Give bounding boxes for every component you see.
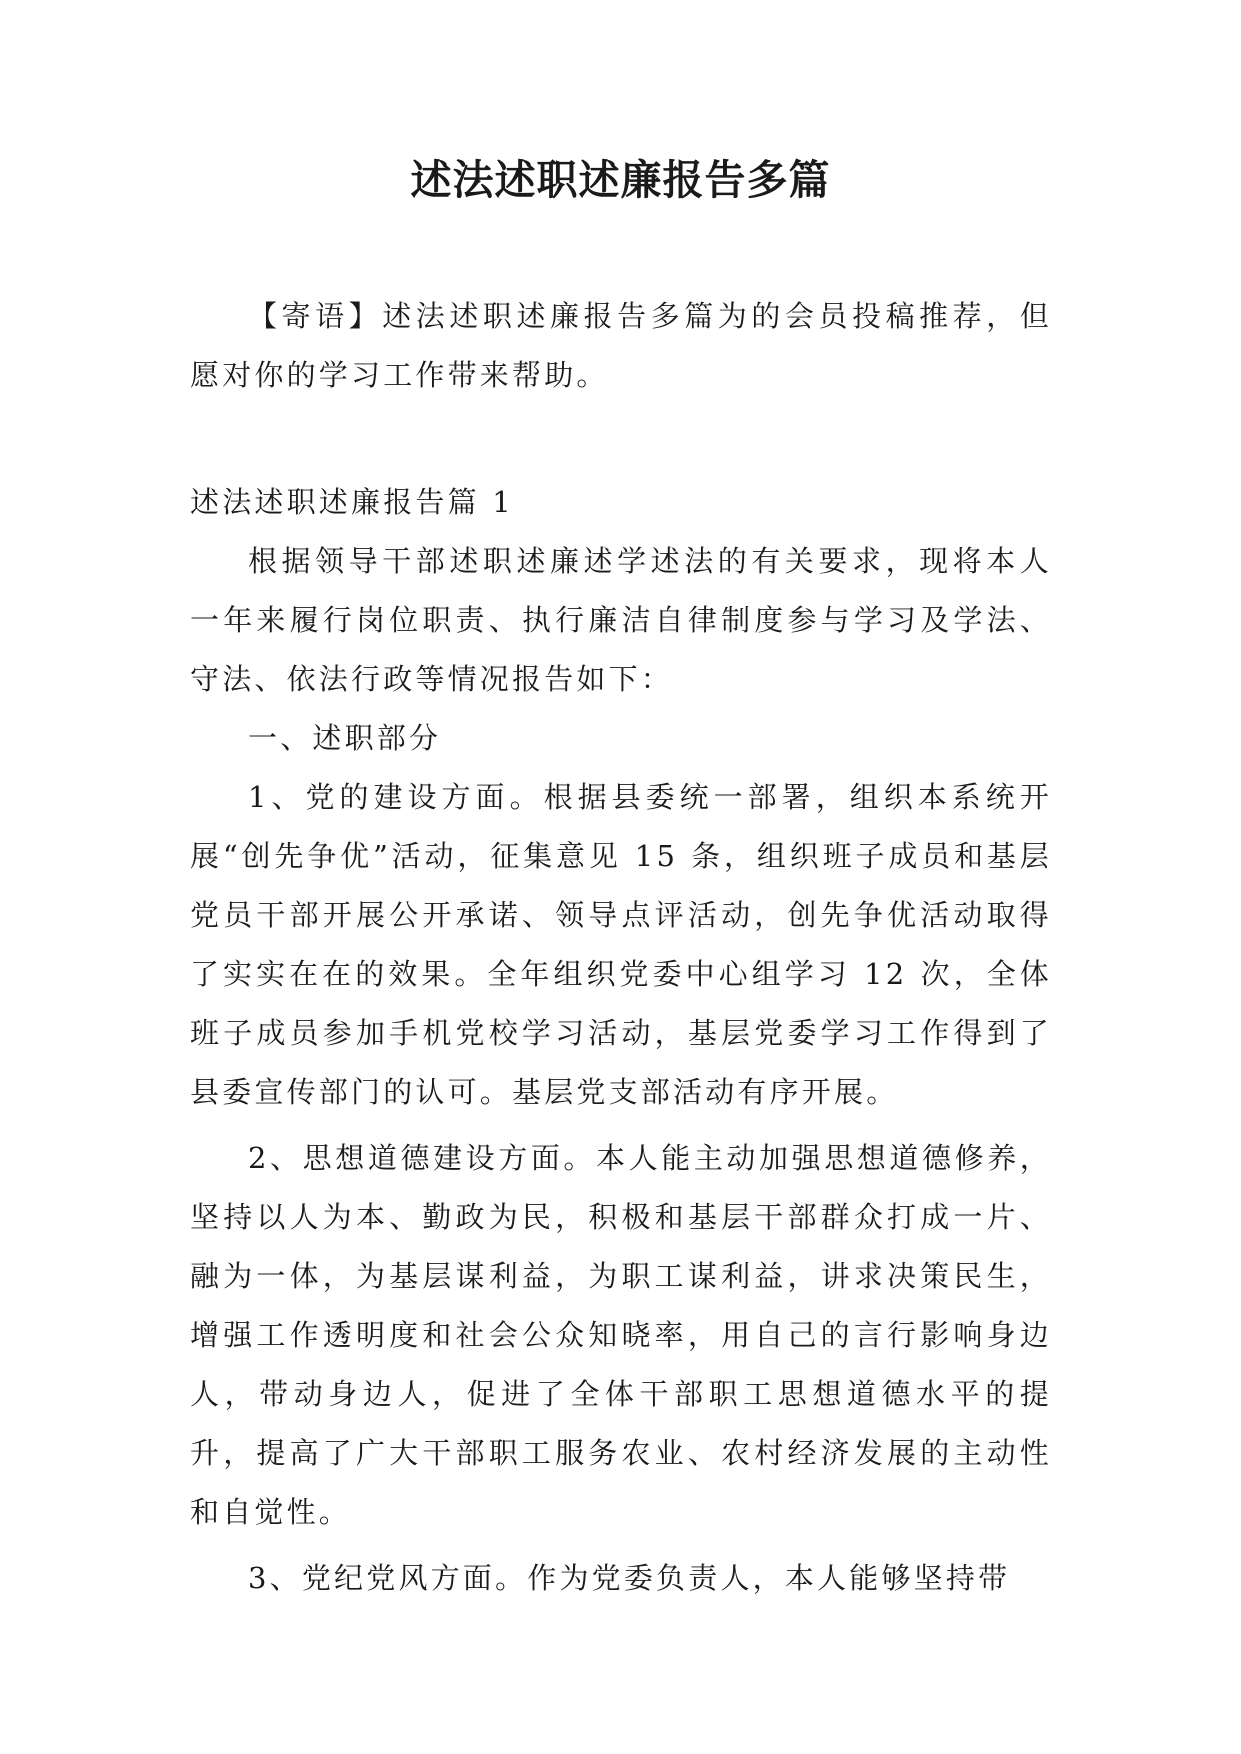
article-heading: 述法述职述廉报告篇 1 xyxy=(190,485,514,519)
intro-paragraph: 【寄语】述法述职述廉报告多篇为的会员投稿推荐，但愿对你的学习工作带来帮助。 xyxy=(190,299,1052,392)
paragraph-party-building: 1、党的建设方面。根据县委统一部署，组织本系统开展“创先争优”活动，征集意见 15 条，组织班子成员和基层党员干部开展公开承诺、领导点评活动，创先争优活动取得了实实在在的效果。全年组织党委中心组学习 12 次，全体班子成员参加手机党校学习活动，基层党委学习工作得到了县委宣传部门的认可。基层党支部活动有序开展。 xyxy=(190,780,1052,1109)
section-heading: 一、述职部分 xyxy=(248,721,442,755)
paragraph-party-discipline: 3、党纪党风方面。作为党委负责人，本人能够坚持带 xyxy=(248,1561,1011,1595)
paragraph-intro: 根据领导干部述职述廉述学述法的有关要求，现将本人一年来履行岗位职责、执行廉洁自律制度参与学习及学法、守法、依法行政等情况报告如下： xyxy=(190,544,1052,696)
intro-block xyxy=(190,287,1052,405)
document-title: 述法述职述廉报告多篇 xyxy=(410,156,831,204)
paragraph-moral-building: 2、思想道德建设方面。本人能主动加强思想道德修养，坚持以人为本、勤政为民，积极和基层干部群众打成一片、融为一体，为基层谋利益，为职工谋利益，讲求决策民生，增强工作透明度和社会公众知晓率，用自己的言行影响身边人，带动身边人，促进了全体干部职工思想道德水平的提升，提高了广大干部职工服务农业、农村经济发展的主动性和自觉性。 xyxy=(190,1141,1052,1529)
article-body xyxy=(190,473,1052,1608)
